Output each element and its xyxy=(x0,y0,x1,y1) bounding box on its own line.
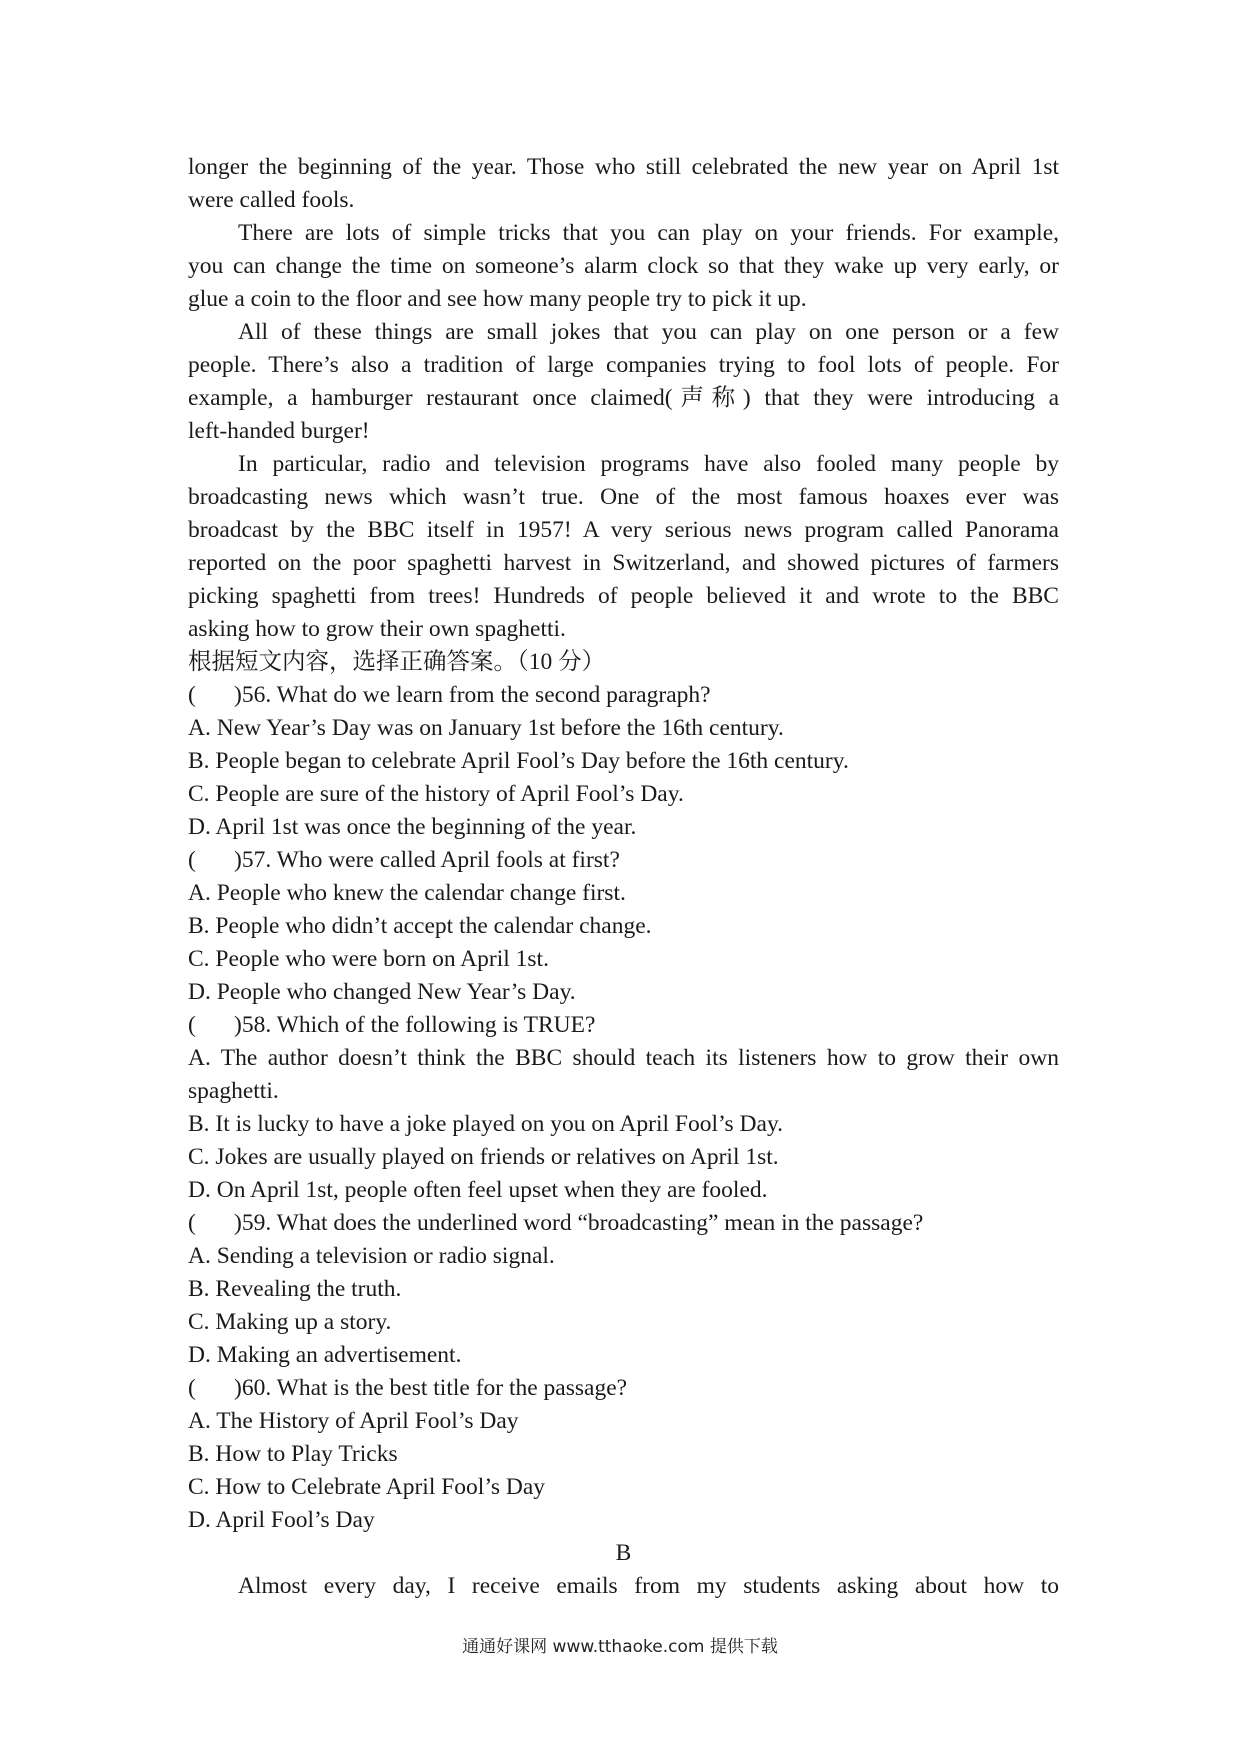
section-heading: B xyxy=(615,1540,632,1566)
paragraph-line: longer the beginning of the year. Those who still celebrated the new year on April 1st xyxy=(188,154,1059,180)
answer-blank: ( xyxy=(188,847,196,873)
option-a-cont: spaghetti. xyxy=(188,1078,279,1104)
option-d: D. Making an advertisement. xyxy=(188,1342,462,1368)
question-text: )59. What does the underlined word “broadcasting” mean in the passage? xyxy=(234,1210,924,1236)
option-b: B. People who didn’t accept the calendar change. xyxy=(188,913,652,939)
question-56 xyxy=(188,679,1059,844)
option-b: B. How to Play Tricks xyxy=(188,1441,398,1467)
answer-blank: ( xyxy=(188,1375,196,1401)
option-d: D. People who changed New Year’s Day. xyxy=(188,979,576,1005)
question-stem xyxy=(188,1372,1059,1405)
option-a: A. Sending a television or radio signal. xyxy=(188,1243,555,1269)
answer-blank: ( xyxy=(188,1012,196,1038)
question-stem xyxy=(188,1009,1059,1042)
paragraph-line: broadcasting news which wasn’t true. One of the most famous hoaxes ever was xyxy=(188,484,1059,510)
passage-a xyxy=(188,151,1059,646)
paragraph-line: picking spaghetti from trees! Hundreds of people believed it and wrote to the BBC xyxy=(188,583,1059,609)
question-57 xyxy=(188,844,1059,1009)
paragraph-line: broadcast by the BBC itself in 1957! A very serious news program called Panorama xyxy=(188,517,1059,543)
paragraph-line: left-handed burger! xyxy=(188,418,370,444)
option-d: D. April Fool’s Day xyxy=(188,1507,375,1533)
answer-blank: ( xyxy=(188,1210,196,1236)
answer-blank: ( xyxy=(188,682,196,708)
question-text: )58. Which of the following is TRUE? xyxy=(234,1012,596,1038)
option-b: B. People began to celebrate April Fool’s Day before the 16th century. xyxy=(188,748,849,774)
option-c: C. Jokes are usually played on friends or relatives on April 1st. xyxy=(188,1144,779,1170)
question-59 xyxy=(188,1207,1059,1372)
option-c: C. People who were born on April 1st. xyxy=(188,946,549,972)
question-text: )57. Who were called April fools at first? xyxy=(234,847,620,873)
option-d: D. April 1st was once the beginning of the year. xyxy=(188,814,637,840)
instruction: 根据短文内容，选择正确答案。（10 分） xyxy=(188,649,606,675)
document-page xyxy=(188,151,1059,1603)
option-c: C. How to Celebrate April Fool’s Day xyxy=(188,1474,546,1500)
paragraph-line: glue a coin to the floor and see how many people try to pick it up. xyxy=(188,286,807,312)
paragraph-line: There are lots of simple tricks that you can play on your friends. For example, xyxy=(238,220,1059,246)
question-text: )60. What is the best title for the passage? xyxy=(234,1375,628,1401)
paragraph-line: people. There’s also a tradition of large companies trying to fool lots of people. For xyxy=(188,352,1059,378)
page-footer: 通通好课网 www.tthaoke.com 提供下载 xyxy=(462,1637,778,1657)
question-stem xyxy=(188,844,1059,877)
question-60 xyxy=(188,1372,1059,1537)
option-c: C. Making up a story. xyxy=(188,1309,392,1335)
paragraph-line: In particular, radio and television programs have also fooled many people by xyxy=(238,451,1059,477)
paragraph-line: reported on the poor spaghetti harvest in Switzerland, and showed pictures of farmers xyxy=(188,550,1059,576)
option-b: B. It is lucky to have a joke played on you on April Fool’s Day. xyxy=(188,1111,784,1137)
paragraph-line: example, a hamburger restaurant once claimed(声称) that they were introducing a xyxy=(188,385,1059,411)
option-d: D. On April 1st, people often feel upset when they are fooled. xyxy=(188,1177,768,1203)
option-a: A. New Year’s Day was on January 1st before the 16th century. xyxy=(188,715,784,741)
paragraph-line: asking how to grow their own spaghetti. xyxy=(188,616,566,642)
question-stem xyxy=(188,679,1059,712)
option-a: A. People who knew the calendar change first. xyxy=(188,880,626,906)
paragraph-line: Almost every day, I receive emails from my students asking about how to xyxy=(238,1573,1059,1599)
question-58 xyxy=(188,1009,1059,1207)
option-c: C. People are sure of the history of April Fool’s Day. xyxy=(188,781,684,807)
paragraph-line: All of these things are small jokes that you can play on one person or a few xyxy=(238,319,1059,345)
option-b: B. Revealing the truth. xyxy=(188,1276,402,1302)
paragraph-line: you can change the time on someone’s alarm clock so that they wake up very early, or xyxy=(188,253,1059,279)
option-a: A. The author doesn’t think the BBC should teach its listeners how to grow their own xyxy=(188,1045,1059,1071)
option-a: A. The History of April Fool’s Day xyxy=(188,1408,519,1434)
paragraph-line: were called fools. xyxy=(188,187,355,213)
question-text: )56. What do we learn from the second paragraph? xyxy=(234,682,711,708)
question-stem xyxy=(188,1207,1059,1240)
